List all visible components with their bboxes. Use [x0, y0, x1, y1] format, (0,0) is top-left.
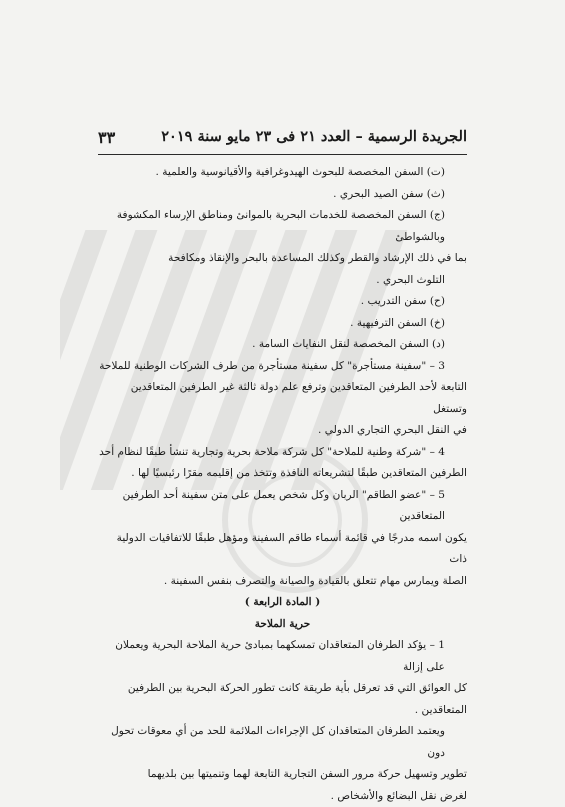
text-line: الطرفين المتعاقدين طبقًا لتشريعاته النافذة وتتخذ من إقليمه مقرًا رئيسيًا لها .	[98, 463, 467, 485]
text-line: يكون اسمه مدرجًا في قائمة أسماء طاقم السفينة ومؤهل طبقًا للاتفاقيات الدولية ذات	[98, 528, 467, 571]
article-heading: ( المادة الرابعة )	[98, 592, 467, 614]
text-line: التلوث البحري .	[98, 270, 467, 292]
text-line: في النقل البحري التجاري الدولي .	[98, 420, 467, 442]
text-line: تطوير وتسهيل حركة مرور السفن التجارية التابعة لهما وتنميتها بين بلديهما	[98, 764, 467, 786]
article-title: حرية الملاحة	[98, 614, 467, 636]
text-line: لغرض نقل البضائع والأشخاص .	[98, 786, 467, 807]
gazette-title: الجريدة الرسمية – العدد ٢١ فى ٢٣ مايو سنة ٢٠١٩	[161, 128, 467, 145]
list-item: (ث) سفن الصيد البحري .	[98, 184, 467, 206]
text-line: الصلة ويمارس مهام تتعلق بالقيادة والصيانة والتصرف بنفس السفينة .	[98, 571, 467, 593]
text-line: ويعتمد الطرفان المتعاقدان كل الإجراءات الملائمة للحد من أي معوقات تحول دون	[98, 721, 467, 764]
text-line: بما في ذلك الإرشاد والقطر وكذلك المساعدة بالبحر والإنقاذ ومكافحة	[98, 248, 467, 270]
text-line: التابعة لأحد الطرفين المتعاقدين وترفع علم دولة ثالثة غير الطرفين المتعاقدين وتستغل	[98, 377, 467, 420]
list-item: (ح) سفن التدريب .	[98, 291, 467, 313]
list-item: (ت) السفن المخصصة للبحوث الهيدوغرافية والأقيانوسية والعلمية .	[98, 162, 467, 184]
page-number: ٣٣	[98, 128, 115, 147]
document-body	[98, 162, 467, 807]
list-item: (د) السفن المخصصة لنقل النفايات السامة .	[98, 334, 467, 356]
list-item: (خ) السفن الترفيهية .	[98, 313, 467, 335]
header-rule	[98, 154, 467, 155]
page-header	[98, 128, 467, 154]
definition-item: 5 – "عضو الطاقم" الربان وكل شخص يعمل على متن سفينة أحد الطرفين المتعاقدين	[98, 485, 467, 528]
clause-item: 1 – يؤكد الطرفان المتعاقدان تمسكهما بمبادئ حرية الملاحة البحرية ويعملان على إزالة	[98, 635, 467, 678]
list-item: (ج) السفن المخصصة للخدمات البحرية بالموانئ ومناطق الإرساء المكشوفة وبالشواطئ	[98, 205, 467, 248]
definition-item: 3 – "سفينة مستأجرة" كل سفينة مستأجرة من طرف الشركات الوطنية للملاحة	[98, 356, 467, 378]
text-line: كل العوائق التي قد تعرقل بأية طريقة كانت تطور الحركة البحرية بين الطرفين المتعاقدين .	[98, 678, 467, 721]
definition-item: 4 – "شركة وطنية للملاحة" كل شركة ملاحة بحرية وتجارية تنشأ طبقًا لنظام أحد	[98, 442, 467, 464]
